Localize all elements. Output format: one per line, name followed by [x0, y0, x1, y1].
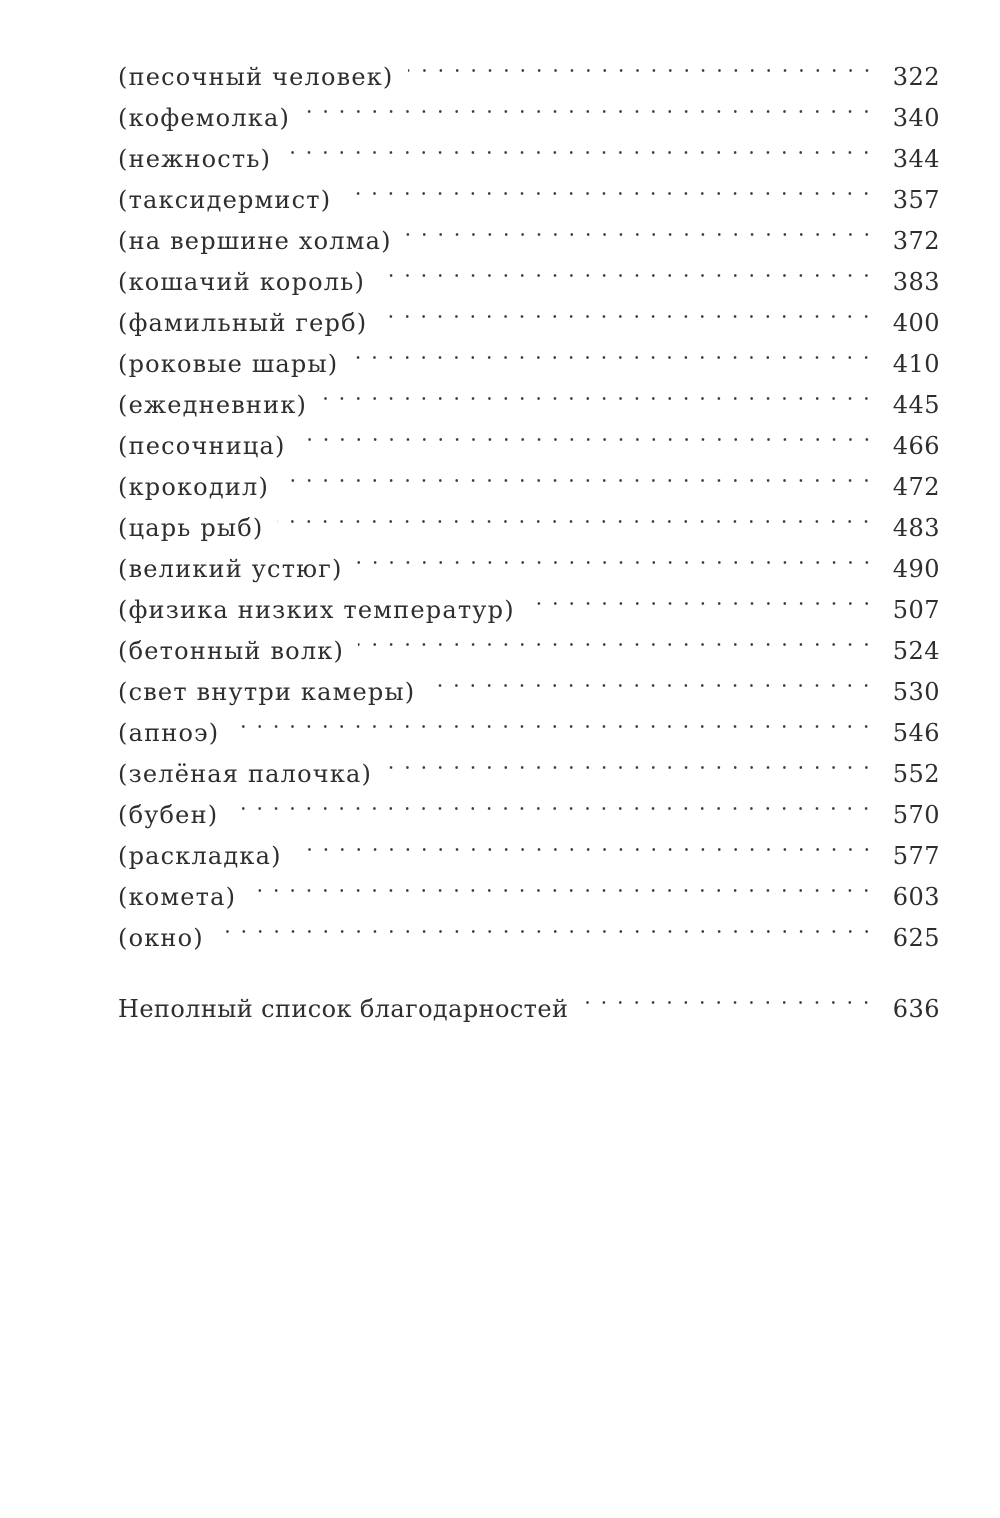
dot-leader: [300, 413, 875, 454]
toc-entry-page: 636: [892, 995, 940, 1023]
toc-entry-page: 445: [892, 391, 940, 419]
toc-entry-page: 372: [892, 227, 940, 255]
dot-leader: [381, 290, 874, 331]
toc-entry-title: (ежедневник): [118, 391, 308, 419]
table-of-contents: [118, 44, 940, 1023]
dot-leader: [250, 864, 874, 905]
toc-entry-page: 577: [892, 842, 940, 870]
dot-leader: [296, 823, 875, 864]
toc-entry-page: 625: [892, 924, 940, 952]
toc-entry-page: 344: [892, 145, 940, 173]
dot-leader: [285, 126, 874, 167]
dot-leader: [379, 249, 875, 290]
toc-entry[interactable]: [118, 782, 940, 829]
toc-entry-title: (физика низких температур): [118, 596, 515, 624]
toc-entry-page: 530: [892, 678, 940, 706]
dot-leader: [232, 782, 874, 823]
dot-leader: [304, 85, 875, 126]
toc-entry-title: (таксидермист): [118, 186, 332, 214]
toc-entry-title: (нежность): [118, 145, 272, 173]
dot-leader: [352, 331, 874, 372]
toc-entry-acknowledgements[interactable]: [118, 976, 940, 1023]
dot-leader: [408, 44, 875, 85]
toc-entry-title: (крокодил): [118, 473, 270, 501]
toc-entry-page: 546: [892, 719, 940, 747]
toc-entry-title: (песочница): [118, 432, 286, 460]
toc-entry-title: (свет внутри камеры): [118, 678, 416, 706]
toc-entry-title: (комета): [118, 883, 237, 911]
toc-entry[interactable]: [118, 905, 940, 952]
toc-entry-page: 466: [892, 432, 940, 460]
dot-leader: [283, 454, 875, 495]
toc-entry-page: 603: [892, 883, 940, 911]
toc-entry-page: 524: [892, 637, 940, 665]
toc-entry-title: (на вершине холма): [118, 227, 392, 255]
dot-leader: [218, 905, 875, 946]
toc-entry-page: 472: [892, 473, 940, 501]
dot-leader: [386, 741, 875, 782]
dot-leader: [358, 618, 875, 659]
toc-entry-title: Неполный список благодарностей: [118, 995, 569, 1023]
dot-leader: [345, 167, 874, 208]
toc-entry-title: (зелёная палочка): [118, 760, 373, 788]
section-gap: [118, 946, 940, 976]
dot-leader: [233, 700, 874, 741]
toc-entry-page: 340: [892, 104, 940, 132]
toc-entry[interactable]: [118, 700, 940, 747]
toc-entry-page: 410: [892, 350, 940, 378]
toc-entry-title: (кофемолка): [118, 104, 291, 132]
toc-entry-title: (царь рыб): [118, 514, 264, 542]
dot-leader: [429, 659, 874, 700]
dot-leader: [582, 976, 874, 1017]
toc-entry-title: (бубен): [118, 801, 219, 829]
toc-entry-page: 383: [892, 268, 940, 296]
dot-leader: [321, 372, 875, 413]
toc-entry-title: (раскладка): [118, 842, 282, 870]
toc-entry-title: (великий устюг): [118, 555, 343, 583]
toc-entry[interactable]: [118, 741, 940, 788]
toc-entry-page: 322: [892, 63, 940, 91]
toc-entry[interactable]: [118, 44, 940, 91]
toc-entry-title: (апноэ): [118, 719, 220, 747]
toc-entry-page: 490: [892, 555, 940, 583]
toc-entry-title: (роковые шары): [118, 350, 339, 378]
toc-entry-page: 570: [892, 801, 940, 829]
toc-entry-page: 357: [892, 186, 940, 214]
toc-entry-page: 483: [892, 514, 940, 542]
toc-entry-title: (бетонный волк): [118, 637, 345, 665]
dot-leader: [529, 577, 875, 618]
dot-leader: [406, 208, 875, 249]
dot-leader: [357, 536, 875, 577]
toc-entry[interactable]: [118, 823, 940, 870]
toc-entry-title: (кошачий король): [118, 268, 366, 296]
toc-entry-page: 400: [892, 309, 940, 337]
toc-entry-title: (песочный человек): [118, 63, 394, 91]
dot-leader: [277, 495, 874, 536]
toc-entry-title: (фамильный герб): [118, 309, 368, 337]
toc-entry-title: (окно): [118, 924, 204, 952]
toc-entry-page: 507: [892, 596, 940, 624]
toc-entry-page: 552: [892, 760, 940, 788]
